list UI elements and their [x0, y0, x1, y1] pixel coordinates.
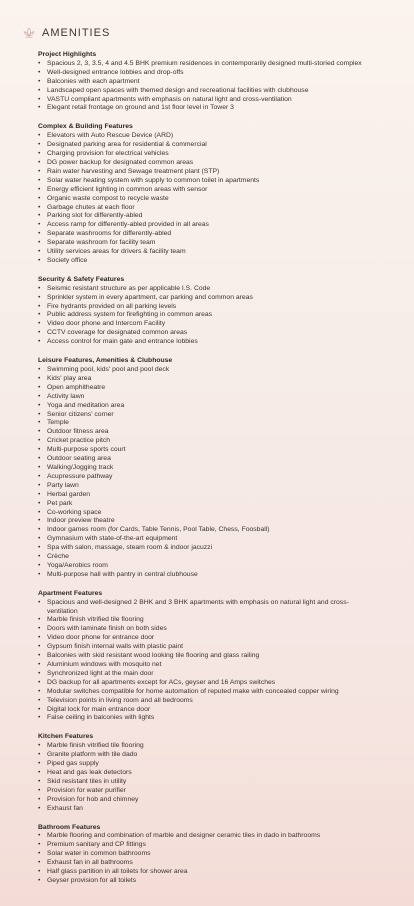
list-item: • Designated parking area for residential & commercial: [38, 141, 378, 150]
list-item: • Yoga/Aerobics room: [38, 562, 378, 571]
amenity-items: [38, 599, 378, 724]
list-item: • Solar water heating system with supply to common toilet in apartments: [38, 177, 378, 186]
list-item: • Herbal garden: [38, 491, 378, 500]
amenity-section: [38, 824, 378, 886]
list-item: • Aluminium windows with mosquito net: [38, 661, 378, 670]
list-item: • Video door phone and Intercom Facility: [38, 320, 378, 329]
list-item: • Spacious 2, 3, 3.5, 4 and 4.5 BHK premium residences in contemporarily designed multi-storied complex: [38, 60, 378, 69]
list-item: • DG power backup for designated common areas: [38, 159, 378, 168]
section-title: Security & Safety Features: [38, 275, 125, 283]
list-item: • Kids' play area: [38, 375, 378, 384]
list-item: • VASTU compliant apartments with emphasis on natural light and cross-ventilation: [38, 96, 378, 105]
list-item: • Society office: [38, 257, 378, 266]
list-item: • Yoga and meditation area: [38, 402, 378, 411]
amenity-items: [38, 742, 378, 813]
list-item: • Garbage chutes at each floor: [38, 204, 378, 213]
amenity-items: [38, 60, 378, 113]
amenity-items: [38, 132, 378, 266]
list-item: • Organic waste compost to recycle waste: [38, 195, 378, 204]
list-item: • Outdoor fitness area: [38, 428, 378, 437]
amenity-section: [38, 51, 378, 113]
list-item: • Activity lawn: [38, 393, 378, 402]
amenity-section: [38, 357, 378, 580]
list-item: • Balconies with each apartment: [38, 78, 378, 87]
section-title: Complex & Building Features: [38, 123, 133, 131]
list-item: • Charging provision for electrical vehicles: [38, 150, 378, 159]
list-item: • Temple: [38, 419, 378, 428]
list-item: • Indoor games room (for Cards, Table Tennis, Pool Table, Chess, Foosball): [38, 526, 378, 535]
list-item: • Balconies with skid resistant wood looking tile flooring and glass railing: [38, 652, 378, 661]
list-item: • Provision for water purifier: [38, 787, 378, 796]
list-item: • Piped gas supply: [38, 760, 378, 769]
list-item: • Landscaped open spaces with themed design and recreational facilities with clubhouse: [38, 87, 378, 96]
list-item: • Access ramp for differently-abled provided in all areas: [38, 221, 378, 230]
list-item: • Television points in living room and all bedrooms: [38, 697, 378, 706]
list-item: • Access control for main gate and entrance lobbies: [38, 338, 378, 347]
list-item: • Synchronized light at the main door: [38, 670, 378, 679]
list-item: • Premium sanitary and CP fittings: [38, 841, 378, 850]
section-title: Project Highlights: [38, 51, 97, 58]
amenity-items: [38, 285, 378, 347]
list-item: • Separate washrooms for differently-abled: [38, 230, 378, 239]
list-item: • Heat and gas leak detectors: [38, 769, 378, 778]
list-item: • CCTV coverage for designated common areas: [38, 329, 378, 338]
page-title: AMENITIES: [42, 27, 111, 39]
section-title: Bathroom Features: [38, 823, 101, 831]
list-item: • Solar water in common bathrooms: [38, 850, 378, 859]
list-item: • Marble finish vitrified tile flooring: [38, 616, 378, 625]
list-item: • Digital lock for main entrance door: [38, 706, 378, 715]
list-item: • Skid resistant tiles in utility: [38, 778, 378, 787]
list-item: • Public address system for firefighting in common areas: [38, 311, 378, 320]
list-item: • Sprinkler system in every apartment, car parking and common areas: [38, 294, 378, 303]
list-item: • Separate washroom for facility team: [38, 239, 378, 248]
list-item: • DG backup for all apartments except for ACs, geyser and 16 Amps switches: [38, 679, 378, 688]
list-item: • Geyser provision for all toilets: [38, 877, 378, 886]
amenity-section: [38, 733, 378, 813]
list-item: • Walking/Jogging track: [38, 464, 378, 473]
list-item: • Fire hydrants provided on all parking levels: [38, 303, 378, 312]
list-item: • Rain water harvesting and Sewage treatment plant (STP): [38, 168, 378, 177]
list-item: • Multi-purpose hall with pantry in central clubhouse: [38, 571, 378, 580]
list-item: • Utility services areas for drivers & facility team: [38, 248, 378, 257]
amenities-list: [38, 51, 378, 896]
list-item: • Co-working space: [38, 509, 378, 518]
list-item: • Elevators with Auto Rescue Device (ARD): [38, 132, 378, 141]
list-item: • Spacious and well-designed 2 BHK and 3 BHK apartments with emphasis on natural light and cross-ventilation: [38, 599, 378, 617]
list-item: • Modular switches compatible for home automation of reputed make with concealed copper wiring: [38, 688, 378, 697]
list-item: • Multi-purpose sports court: [38, 446, 378, 455]
list-item: • Exhaust fan in all bathrooms: [38, 859, 378, 868]
list-item: • Spa with salon, massage, steam room & indoor jacuzzi: [38, 544, 378, 553]
amenity-section: [38, 590, 378, 724]
list-item: • Outdoor seating area: [38, 455, 378, 464]
list-item: • Provision for hob and chimney: [38, 796, 378, 805]
list-item: • Senior citizens' corner: [38, 411, 378, 420]
list-item: • Gypsum finish internal walls with plastic paint: [38, 643, 378, 652]
list-item: • False ceiling in balconies with lights: [38, 714, 378, 723]
section-title: Leisure Features, Amenities & Clubhouse: [38, 357, 173, 365]
list-item: • Doors with laminate finish on both sides: [38, 625, 378, 634]
section-title: Apartment Features: [38, 589, 103, 597]
list-item: • Open amphitheatre: [38, 384, 378, 393]
amenity-section: [38, 276, 378, 347]
list-item: • Cricket practice pitch: [38, 437, 378, 446]
list-item: • Marble finish vitrified tile flooring: [38, 742, 378, 751]
section-title: Kitchen Features: [38, 733, 94, 741]
page-header: [22, 22, 110, 44]
list-item: • Marble flooring and combination of marble and designer ceramic tiles in dado in bathrooms: [38, 832, 378, 841]
amenity-section: [38, 123, 378, 266]
amenity-items: [38, 366, 378, 580]
list-item: • Well-designed entrance lobbies and drop-offs: [38, 69, 378, 78]
list-item: • Energy efficient lighting in common areas with sensor: [38, 186, 378, 195]
list-item: • Half glass partition in all toilets for shower area: [38, 868, 378, 877]
amenity-items: [38, 832, 378, 885]
list-item: • Exhaust fan: [38, 805, 378, 814]
list-item: • Party lawn: [38, 482, 378, 491]
list-item: • Elegant retail frontage on ground and 1st floor level in Tower 3: [38, 104, 378, 113]
list-item: • Crèche: [38, 553, 378, 562]
list-item: • Seismic resistant structure as per applicable I.S. Code: [38, 285, 378, 294]
list-item: • Pet park: [38, 500, 378, 509]
list-item: • Swimming pool, kids' pool and pool deck: [38, 366, 378, 375]
lotus-icon: [22, 26, 36, 40]
list-item: • Gymnasium with state-of-the-art equipment: [38, 535, 378, 544]
list-item: • Video door phone for entrance door: [38, 634, 378, 643]
list-item: • Acupressure pathway: [38, 473, 378, 482]
list-item: • Indoor preview theatre: [38, 517, 378, 526]
list-item: • Granite platform with tile dado: [38, 751, 378, 760]
list-item: • Parking slot for differently-abled: [38, 212, 378, 221]
